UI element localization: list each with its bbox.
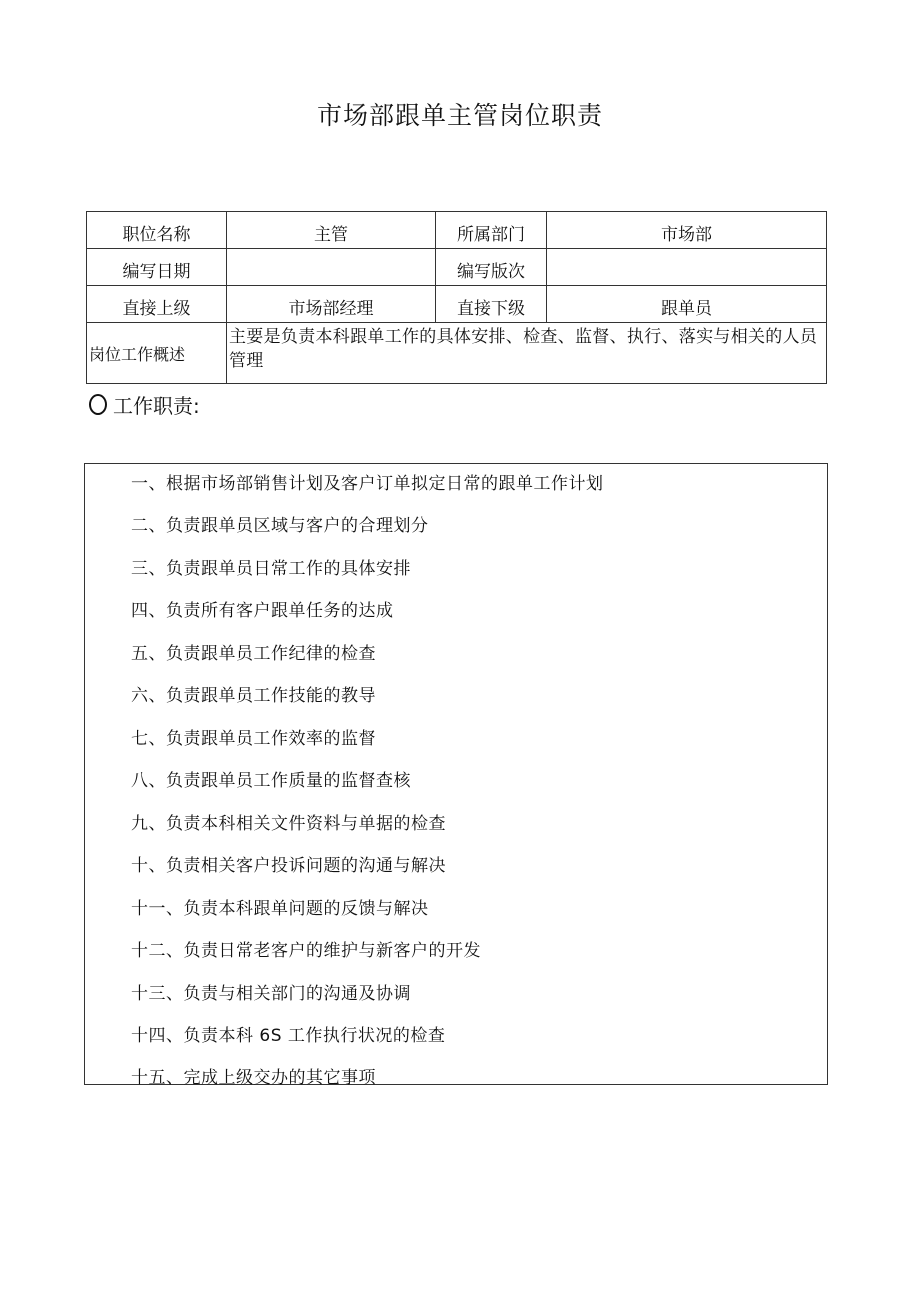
list-item: 一、根据市场部销售计划及客户订单拟定日常的跟单工作计划 xyxy=(131,474,604,494)
label-position-name: 职位名称 xyxy=(87,212,227,249)
list-item: 三、负责跟单员日常工作的具体安排 xyxy=(131,559,411,579)
table-row xyxy=(87,249,827,286)
duties-heading xyxy=(89,390,200,419)
list-item: 九、负责本科相关文件资料与单据的检查 xyxy=(131,814,446,834)
table-row xyxy=(87,323,827,384)
list-item: 十、负责相关客户投诉问题的沟通与解决 xyxy=(131,856,446,876)
list-item: 十四、负责本科 6S 工作执行状况的检查 xyxy=(131,1026,446,1046)
list-item: 二、负责跟单员区域与客户的合理划分 xyxy=(131,516,429,536)
value-department: 市场部 xyxy=(547,212,827,249)
label-version: 编写版次 xyxy=(436,249,547,286)
value-superior: 市场部经理 xyxy=(227,286,436,323)
list-item: 七、负责跟单员工作效率的监督 xyxy=(131,729,376,749)
list-item: 五、负责跟单员工作纪律的检查 xyxy=(131,644,376,664)
table-row xyxy=(87,286,827,323)
list-item: 八、负责跟单员工作质量的监督查核 xyxy=(131,771,411,791)
table-row xyxy=(87,212,827,249)
list-item: 十一、负责本科跟单问题的反馈与解决 xyxy=(131,899,429,919)
value-overview: 主要是负责本科跟单工作的具体安排、检查、监督、执行、落实与相关的人员管理 xyxy=(227,323,827,384)
value-version xyxy=(547,249,827,286)
list-item: 六、负责跟单员工作技能的教导 xyxy=(131,686,376,706)
job-info-table xyxy=(86,211,827,384)
list-item: 四、负责所有客户跟单任务的达成 xyxy=(131,601,394,621)
label-date: 编写日期 xyxy=(87,249,227,286)
label-superior: 直接上级 xyxy=(87,286,227,323)
value-position-name: 主管 xyxy=(227,212,436,249)
circle-bullet-icon xyxy=(89,394,107,415)
label-department: 所属部门 xyxy=(436,212,547,249)
list-item: 十五、完成上级交办的其它事项 xyxy=(131,1068,376,1088)
label-overview: 岗位工作概述 xyxy=(87,323,227,384)
page-title: 市场部跟单主管岗位职责 xyxy=(316,101,603,130)
value-date xyxy=(227,249,436,286)
value-subordinate: 跟单员 xyxy=(547,286,827,323)
list-item: 十二、负责日常老客户的维护与新客户的开发 xyxy=(131,941,481,961)
duties-box xyxy=(84,463,828,1088)
label-subordinate: 直接下级 xyxy=(436,286,547,323)
duties-heading-text: 工作职责: xyxy=(113,394,200,418)
list-item: 十三、负责与相关部门的沟通及协调 xyxy=(131,984,411,1004)
